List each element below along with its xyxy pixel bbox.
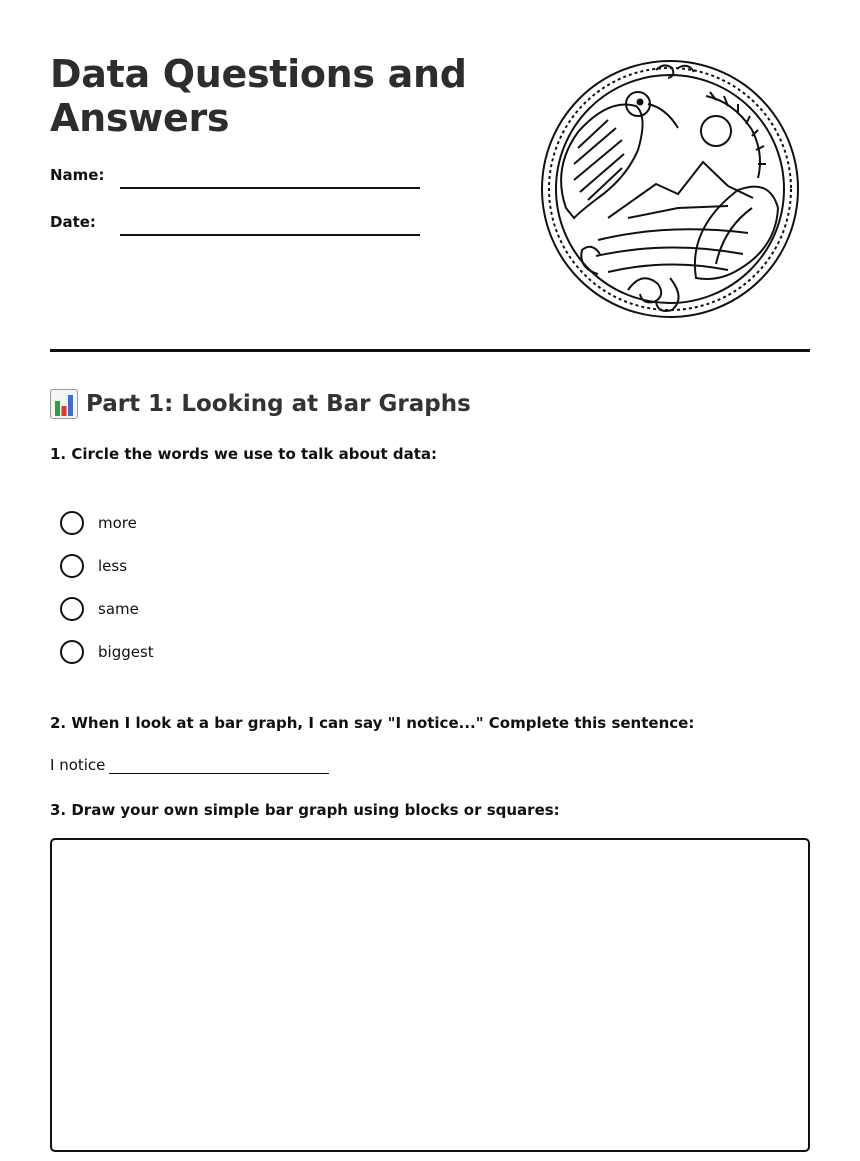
option-same[interactable] bbox=[60, 596, 139, 622]
notice-answer-blank[interactable] bbox=[109, 759, 329, 774]
option-more[interactable] bbox=[60, 510, 137, 536]
option-radio[interactable] bbox=[60, 640, 84, 664]
question-2: 2. When I look at a bar graph, I can say "I notice..." Complete this sentence: bbox=[50, 714, 695, 732]
page-title: Data Questions and Answers bbox=[50, 52, 467, 140]
option-radio[interactable] bbox=[60, 511, 84, 535]
part1-heading bbox=[50, 388, 471, 420]
name-field[interactable] bbox=[120, 187, 420, 189]
option-label: less bbox=[98, 557, 128, 575]
name-label: Name: bbox=[50, 166, 105, 184]
notice-prompt: I notice bbox=[50, 756, 106, 774]
option-label: same bbox=[98, 600, 139, 618]
option-radio[interactable] bbox=[60, 554, 84, 578]
drawing-box[interactable] bbox=[50, 838, 810, 1152]
date-label: Date: bbox=[50, 213, 96, 231]
question-3: 3. Draw your own simple bar graph using blocks or squares: bbox=[50, 801, 560, 819]
notice-sentence bbox=[50, 756, 329, 774]
bar-chart-icon bbox=[50, 389, 78, 419]
part1-heading-text: Part 1: Looking at Bar Graphs bbox=[86, 391, 471, 417]
date-field[interactable] bbox=[120, 234, 420, 236]
option-label: biggest bbox=[98, 643, 154, 661]
option-label: more bbox=[98, 514, 137, 532]
kiwi-mountain-emblem-icon bbox=[538, 58, 802, 320]
question-1: 1. Circle the words we use to talk about data: bbox=[50, 445, 437, 463]
section-divider bbox=[50, 349, 810, 352]
option-less[interactable] bbox=[60, 553, 127, 579]
option-biggest[interactable] bbox=[60, 639, 154, 665]
option-radio[interactable] bbox=[60, 597, 84, 621]
